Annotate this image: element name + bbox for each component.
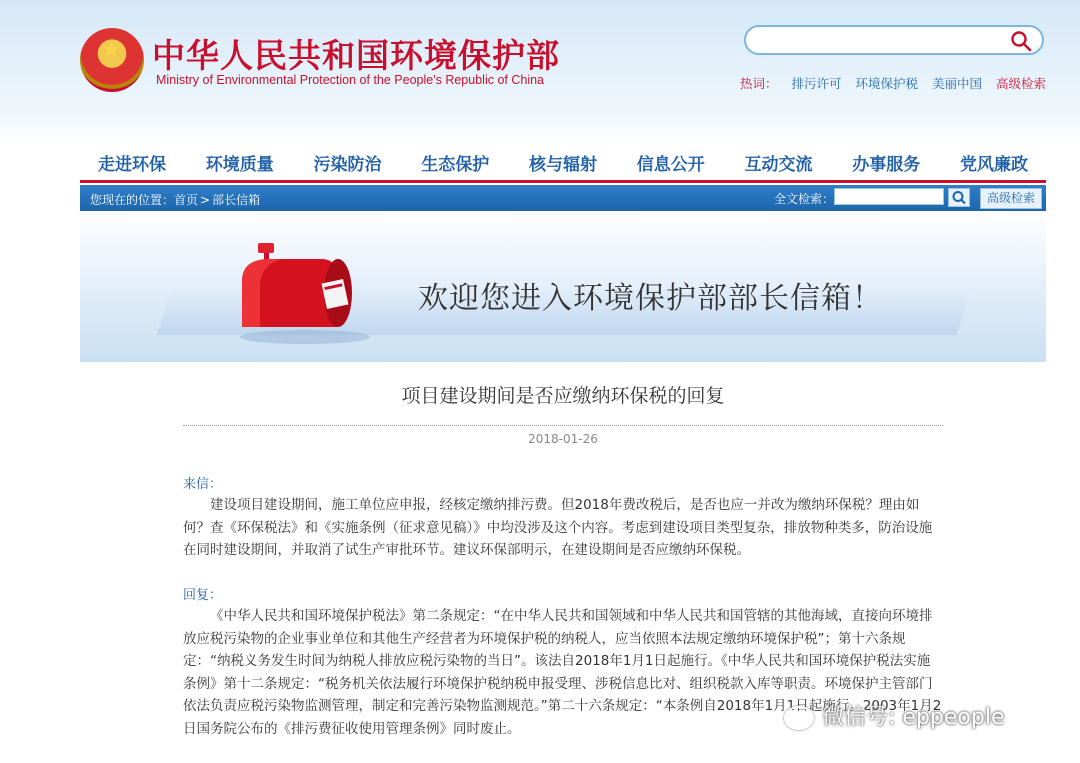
fulltext-search-label: 全文检索： — [774, 192, 835, 206]
site-title: 中华人民共和国环境保护部 — [152, 36, 560, 75]
site-subtitle: Ministry of Environmental Protection of the People's Republic of China — [156, 73, 545, 87]
nav-item[interactable]: 污染防治 — [313, 155, 382, 175]
nav-item[interactable]: 环境质量 — [205, 155, 274, 175]
mailbox-icon — [230, 229, 370, 349]
nav-item[interactable]: 办事服务 — [852, 155, 921, 175]
search-input[interactable] — [744, 25, 1044, 55]
reply-label: 回复： — [183, 588, 223, 603]
breadcrumb-current[interactable]: 部长信箱 — [212, 193, 261, 207]
hot-word-link[interactable]: 环境保护税 — [855, 76, 919, 91]
fulltext-search-input[interactable] — [834, 188, 944, 205]
nav-item[interactable]: 核与辐射 — [529, 155, 597, 175]
title-divider — [183, 425, 943, 426]
watermark-text: 微信号: eppeople — [822, 705, 1005, 730]
hot-words-label: 热词： — [740, 76, 778, 91]
letter-label: 来信： — [183, 477, 223, 492]
reply-text: 《中华人民共和国环境保护税法》第二条规定：“在中华人民共和国领域和中华人民共和国管辖的其他海域，直接向环境排放应税污染物的企业事业单位和其他生产经营者为环境保护税的纳税人，应当依照本法规定缴纳环境保护税”；第十六条规定：“纳税义务发生时间为纳税人排放应税污染物的当日”。该法自2018年1月1日起施行。《中华人民共和国环境保护税法实施条例》第十二条规定：“税务机关依法履行环境保护税纳税申报受理、涉税信息比对、组织税款入库等职责。环境保护主管部门依法负责应税污染物监测管理，制定和完善污染物监测规范。”第二十六条规定：“本条例自2018年1月1日起施行。2003年1月2日国务院公布的《排污费征收使用管理条例》同时废止。 — [183, 608, 942, 737]
nav-divider — [80, 180, 1046, 183]
national-emblem-logo — [80, 28, 144, 92]
fulltext-search-button[interactable] — [948, 188, 970, 207]
wechat-watermark — [784, 700, 1004, 731]
advanced-search-link[interactable]: 高级检索 — [996, 76, 1047, 91]
mailbox-banner — [80, 211, 1046, 362]
nav-item[interactable]: 互动交流 — [744, 155, 813, 175]
letter-text: 建设项目建设期间，施工单位应申报，经核定缴纳排污费。但2018年费改税后，是否也应一并改为缴纳环保税？理由如何？查《环保税法》和《实施条例（征求意见稿）》中均没涉及这个内容。考虑到建设项目类型复杂，排放物种类多，防治设施在同时建设期间，并取消了试生产审批环节。建议环保部明示，在建设期间是否应缴纳环保税。 — [183, 497, 933, 558]
breadcrumb-separator: > — [200, 193, 211, 207]
search-icon[interactable] — [1010, 30, 1032, 52]
hot-words — [740, 74, 1046, 92]
breadcrumb-prefix: 您现在的位置： — [90, 193, 175, 207]
wechat-icon — [784, 706, 814, 730]
main-nav — [80, 150, 1046, 175]
hot-word-link[interactable]: 美丽中国 — [932, 76, 983, 91]
search-icon — [949, 189, 969, 206]
banner-welcome-text: 欢迎您进入环境保护部部长信箱！ — [418, 281, 883, 316]
breadcrumb — [90, 191, 260, 208]
breadcrumb-bar — [80, 185, 1046, 211]
fulltext-advanced-search-button[interactable]: 高级检索 — [980, 188, 1042, 209]
hot-word-link[interactable]: 排污许可 — [791, 76, 842, 91]
nav-item[interactable]: 生态保护 — [421, 155, 490, 175]
nav-item[interactable]: 走进环保 — [98, 155, 166, 175]
nav-item[interactable]: 信息公开 — [636, 155, 705, 175]
nav-item[interactable]: 党风廉政 — [960, 155, 1028, 175]
breadcrumb-home[interactable]: 首页 — [174, 193, 199, 207]
article-date: 2018-01-26 — [528, 432, 598, 446]
article-title: 项目建设期间是否应缴纳环保税的回复 — [401, 385, 725, 407]
